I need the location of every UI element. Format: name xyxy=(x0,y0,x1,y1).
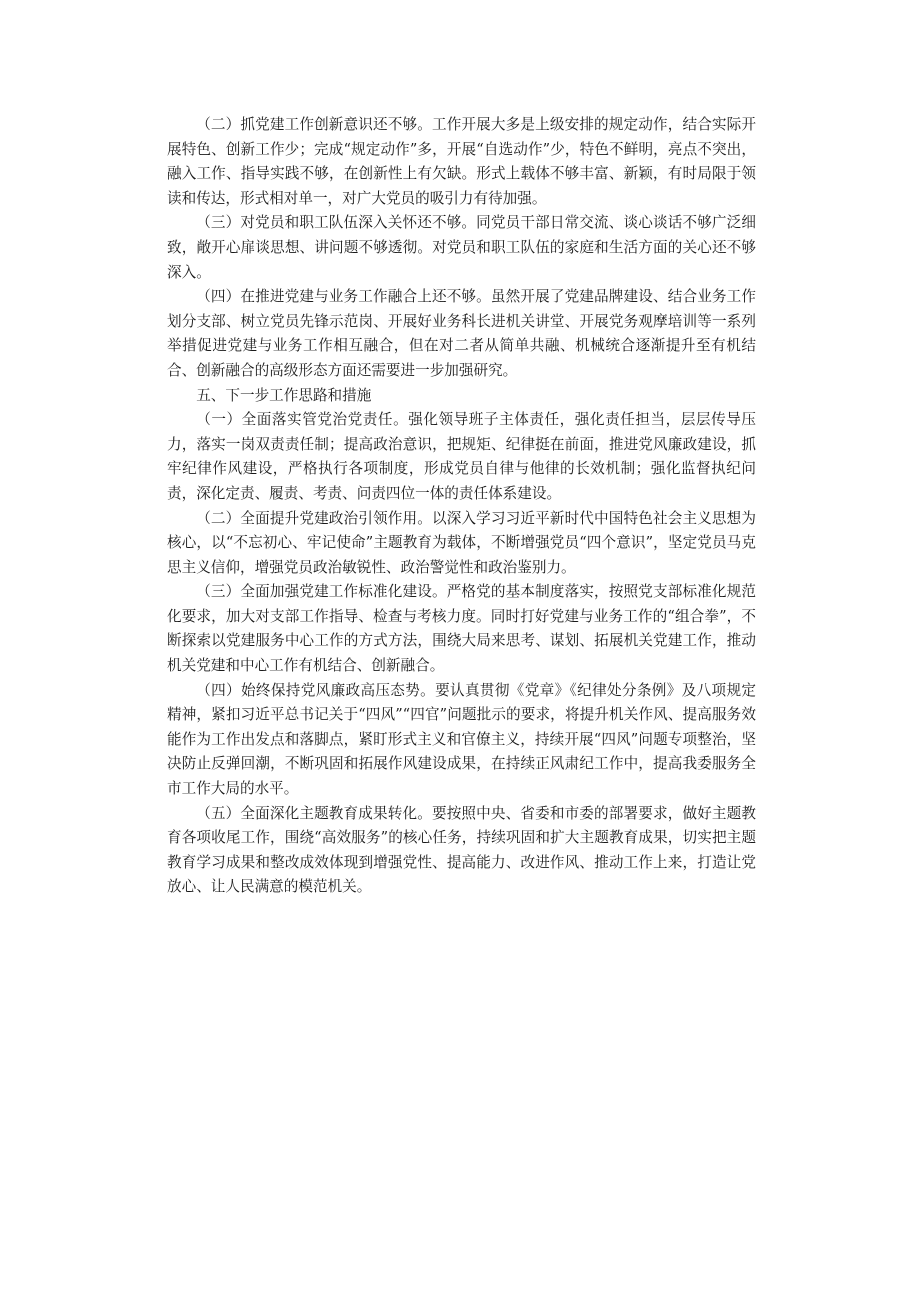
paragraph-measure-3: （三）全面加强党建工作标准化建设。严格党的基本制度落实，按照党支部标准化规范化要求，加大对支部工作指导、检查与考核力度。同时打好党建与业务工作的“组合拳”，不断探索以党建服务中心工作的方式方法，围绕大局来思考、谋划、拓展机关党建工作，推动机关党建和中心工作有机结合、创新融合。 xyxy=(167,583,756,675)
paragraph-problem-2: （二）抓党建工作创新意识还不够。工作开展大多是上级安排的规定动作，结合实际开展特色、创新工作少；完成“规定动作”多，开展“自选动作”少，特色不鲜明，亮点不突出，融入工作、指导实践不够，在创新性上有欠缺。形式上载体不够丰富、新颖，有时局限于领读和传达，形式相对单一，对广大党员的吸引力有待加强。 xyxy=(167,116,756,207)
paragraph-measure-5: （五）全面深化主题教育成果转化。要按照中央、省委和市委的部署要求，做好主题教育各项收尾工作，围绕“高效服务”的核心任务，持续巩固和扩大主题教育成果，切实把主题教育学习成果和整改成效体现到增强党性、提高能力、改进作风、推动工作上来，打造让党放心、让人民满意的模范机关。 xyxy=(167,804,756,896)
paragraph-problem-4: （四）在推进党建与业务工作融合上还不够。虽然开展了党建品牌建设、结合业务工作划分支部、树立党员先锋示范岗、开展好业务科长进机关讲堂、开展党务观摩培训等一系列举措促进党建与业务工作相互融合，但在对二者从简单共融、机械统合逐渐提升至有机结合、创新融合的高级形态方面还需要进一步加强研究。 xyxy=(167,288,756,379)
paragraph-measure-4: （四）始终保持党风廉政高压态势。要认真贯彻《党章》《纪律处分条例》及八项规定精神，紧扣习近平总书记关于“四风”“四官”问题批示的要求，将提升机关作风、提高服务效能作为工作出发点和落脚点，紧盯形式主义和官僚主义，持续开展“四风”问题专项整治，坚决防止反弹回潮，不断巩固和拓展作风建设成果，在持续正风肃纪工作中，提高我委服务全市工作大局的水平。 xyxy=(167,681,756,798)
paragraph-measure-2: （二）全面提升党建政治引领作用。以深入学习习近平新时代中国特色社会主义思想为核心，以“不忘初心、牢记使命”主题教育为载体，不断增强党员“四个意识”，坚定党员马克思主义信仰，增强党员政治敏锐性、政治警觉性和政治鉴别力。 xyxy=(167,509,756,576)
paragraph-measure-1: （一）全面落实管党治党责任。强化领导班子主体责任，强化责任担当，层层传导压力，落实一岗双责责任制；提高政治意识，把规矩、纪律挺在前面，推进党风廉政建设，抓牢纪律作风建设，严格执行各项制度，形成党员自律与他律的长效机制；强化监督执纪问责，深化定责、履责、考责、问责四位一体的责任体系建设。 xyxy=(167,411,756,502)
paragraph-problem-3: （三）对党员和职工队伍深入关怀还不够。同党员干部日常交流、谈心谈话不够广泛细致，敞开心扉谈思想、讲问题不够透彻。对党员和职工队伍的家庭和生活方面的关心还不够深入。 xyxy=(167,214,756,281)
section-heading: 五、下一步工作思路和措施 xyxy=(196,386,372,404)
document-body xyxy=(167,113,756,900)
